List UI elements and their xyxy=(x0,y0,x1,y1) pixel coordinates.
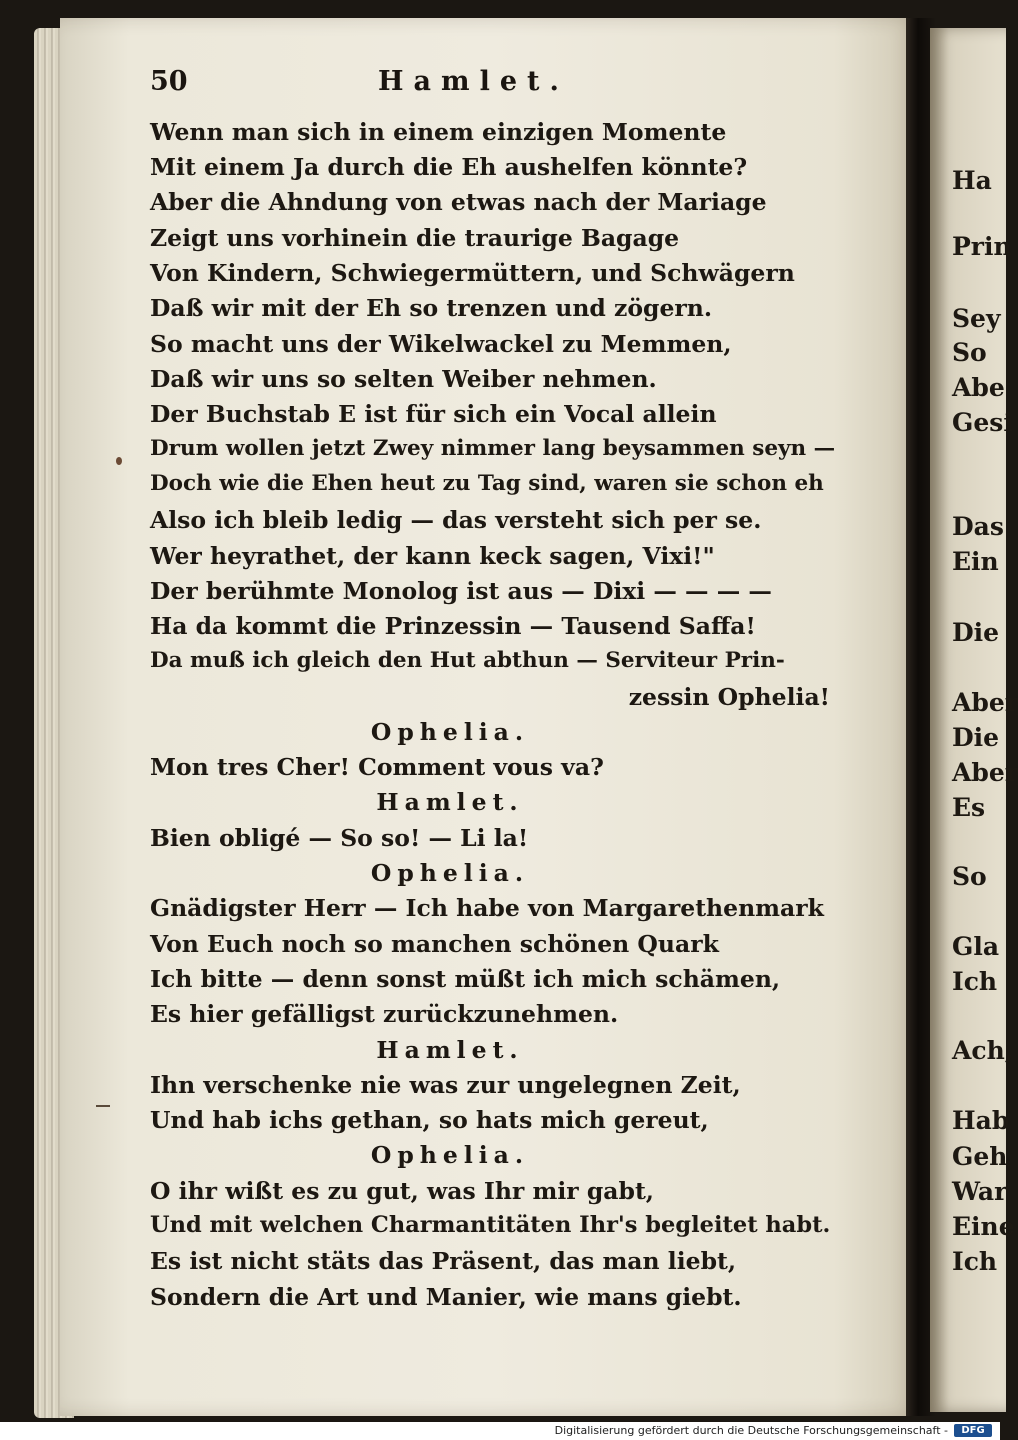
dialogue-line: Ich bitte — denn sonst müßt ich mich schämen, xyxy=(150,965,781,993)
right-page-fragment: Aber xyxy=(952,758,1018,787)
verse-line: Ha da kommt die Prinzessin — Tausend Saffa! xyxy=(150,612,756,640)
right-page-fragment: War xyxy=(952,1177,1008,1206)
dialogue-line: Mon tres Cher! Comment vous va? xyxy=(150,753,604,781)
right-page-fragment: Eine xyxy=(952,1212,1015,1241)
verse-line: Von Kindern, Schwiegermüttern, und Schwägern xyxy=(150,259,795,287)
speaker-name: Ophelia. xyxy=(370,859,530,887)
dialogue-line: Bien obligé — So so! — Li la! xyxy=(150,824,529,852)
right-page-fragment: Die xyxy=(952,618,1000,647)
verse-line: Wer heyrathet, der kann keck sagen, Vixi!" xyxy=(150,542,715,570)
margin-mark xyxy=(96,1105,110,1107)
dfg-logo: DFG xyxy=(954,1424,992,1437)
verse-line: Drum wollen jetzt Zwey nimmer lang beysammen seyn — xyxy=(150,436,836,461)
right-page-fragment: Gla xyxy=(952,932,1000,961)
dialogue-line: Von Euch noch so manchen schönen Quark xyxy=(150,930,719,958)
verse-line: Zeigt uns vorhinein die traurige Bagage xyxy=(150,224,680,252)
dialogue-line: Und hab ichs gethan, so hats mich gereut, xyxy=(150,1106,709,1134)
right-page-fragment: Es xyxy=(952,793,986,822)
right-page-fragment: Die xyxy=(952,723,1000,752)
running-head: Hamlet. xyxy=(378,66,569,97)
speaker-name: Ophelia. xyxy=(370,1141,530,1169)
speaker-name: Hamlet. xyxy=(376,788,524,816)
right-page-fragment: Geh xyxy=(952,1142,1008,1171)
dialogue-line: Es ist nicht stäts das Präsent, das man liebt, xyxy=(150,1247,737,1275)
footer-bar xyxy=(0,1422,1000,1440)
right-page-fragment: Hab xyxy=(952,1106,1010,1135)
dialogue-line: Es hier gefälligst zurückzunehmen. xyxy=(150,1000,619,1028)
right-page-fragment: Sey xyxy=(952,304,1001,333)
verse-line: Wenn man sich in einem einzigen Momente xyxy=(150,118,727,146)
right-page-fragment: Ha xyxy=(952,166,992,195)
right-page-fragment: So xyxy=(952,338,987,367)
verse-line: Aber die Ahndung von etwas nach der Mariage xyxy=(150,188,767,216)
verse-line: So macht uns der Wikelwackel zu Memmen, xyxy=(150,330,732,358)
verse-line: Doch wie die Ehen heut zu Tag sind, waren sie schon eh xyxy=(150,471,824,496)
verse-line: Daß wir mit der Eh so trenzen und zögern. xyxy=(150,294,713,322)
speaker-name: Ophelia. xyxy=(370,718,530,746)
page-header xyxy=(150,66,850,106)
verse-line: Der berühmte Monolog ist aus — Dixi — — — — xyxy=(150,577,772,605)
right-page-fragment: Ich xyxy=(952,967,998,996)
verse-line: Also ich bleib ledig — das versteht sich per se. xyxy=(150,506,762,534)
right-page-fragment: Gesi xyxy=(952,408,1013,437)
right-page-fragment: Ach, xyxy=(952,1036,1014,1065)
right-page-fragment: Aber xyxy=(952,688,1018,717)
dialogue-line: Sondern die Art und Manier, wie mans giebt. xyxy=(150,1283,742,1311)
verse-line: Da muß ich gleich den Hut abthun — Serviteur Prin- xyxy=(150,648,785,673)
right-page-fragment: Ich xyxy=(952,1247,998,1276)
right-page-fragment: Das xyxy=(952,512,1004,541)
right-page-fragment: Prin xyxy=(952,232,1012,261)
verse-line: Mit einem Ja durch die Eh aushelfen könnte? xyxy=(150,153,748,181)
funding-credit: Digitalisierung gefördert durch die Deutsche Forschungsgemeinschaft - xyxy=(554,1424,948,1437)
dialogue-line: Ihn verschenke nie was zur ungelegnen Zeit, xyxy=(150,1071,741,1099)
ink-spot xyxy=(116,457,122,465)
verse-line: Daß wir uns so selten Weiber nehmen. xyxy=(150,365,657,393)
right-page-fragment: Abe xyxy=(952,373,1005,402)
verse-line-continuation: zessin Ophelia! xyxy=(628,683,830,711)
right-page-fragment: Ein xyxy=(952,547,999,576)
page-number: 50 xyxy=(150,66,188,97)
verse-line: Der Buchstab E ist für sich ein Vocal allein xyxy=(150,400,717,428)
right-page-fragment: So xyxy=(952,862,987,891)
dialogue-line: Und mit welchen Charmantitäten Ihr's begleitet habt. xyxy=(150,1212,831,1238)
dialogue-line: Gnädigster Herr — Ich habe von Margarethenmark xyxy=(150,894,824,922)
speaker-name: Hamlet. xyxy=(376,1036,524,1064)
dialogue-line: O ihr wißt es zu gut, was Ihr mir gabt, xyxy=(150,1177,654,1205)
